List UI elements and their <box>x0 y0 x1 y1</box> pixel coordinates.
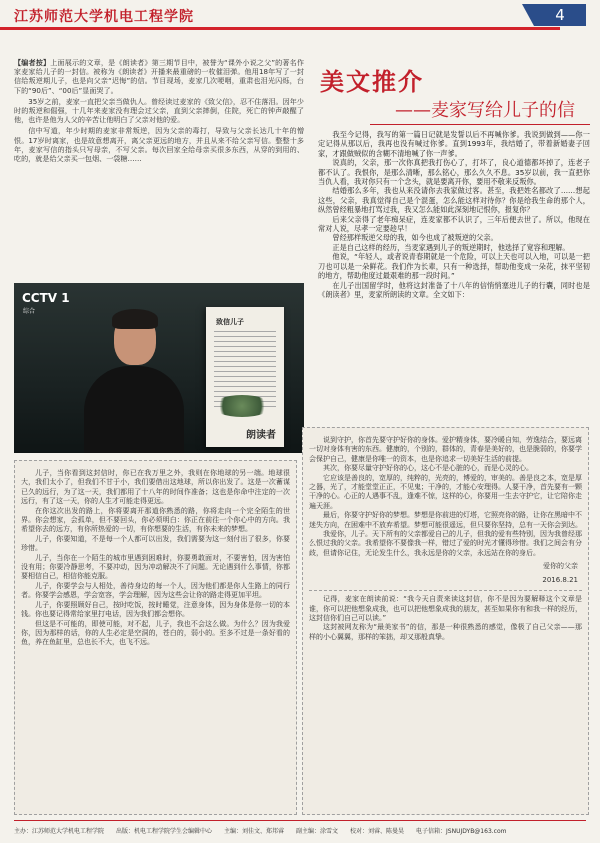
book-page <box>206 307 284 447</box>
note-paragraph: 记得，麦家在朗读前说：“我今天自责来读这封信，你不是因为要解释这个文章是谁，你可以把他想象成我，也可以把他想象成我的朋友，甚至如果你有和我一样的经历，这封信你们自己可以读。” <box>309 595 582 622</box>
letter-paragraph: 我爱你，儿子。天下所有的父亲都爱自己的儿子，但我的爱有些特别，因为我曾经那么恨过我的父亲。我希望你不要像我一样，错过了爱的时光才懂得珍惜。我们之间会有分歧，但请你记住，无论发生什么，我永远是你的父亲，永远站在你的身后。 <box>309 530 582 557</box>
article-body <box>318 130 590 299</box>
note-paragraph: 这封被网友称为“最美家书”的信，那是一种很熟悉的感觉，像极了自己父亲——那样的小心翼翼，那样的笨拙，却又那般真挚。 <box>309 623 582 641</box>
letter-paragraph: 儿子，当你在一个陌生的城市里遇到困难时，你要勇敢面对，不要害怕，因为害怕没有用；你要冷静思考，不要冲动，因为冲动解决不了问题。无论遇到什么事情，你都要相信自己，相信你能克服。 <box>21 553 290 581</box>
book-title: 致信儿子 <box>216 318 244 326</box>
editor-note-p1: 上面展示的文章，是《朗读者》第三期节目中，被誉为“课外小说之父”的著名作家麦家给儿子的一封信。被称为《朗读者》开播来最重磅的一枚催泪弹。他用18年写了一封信给叛逆期儿子，也是向父亲“迟悔”的信。节目现场，麦家几次哽咽，重肃也泪光闪烁，台下的“90后”、“00后”显面哭了。 <box>14 58 304 95</box>
letter-paragraph: 但这是不可能的，即使可能，对不起，儿子，我也不会这么做。为什么？因为我爱你，因为那样的话，你的人生必定是空洞的，苍白的，弱小的。至多不过是一条好看的鱼，养在鱼缸里，总也长不大，也飞不远。 <box>21 619 290 647</box>
tv-still-photo <box>14 283 304 453</box>
letter-signature: 爱你的父亲 <box>543 562 578 571</box>
article-paragraph: 曾经那样叛逆父母的我，如今也成了被叛逆的父亲。 <box>332 233 498 243</box>
letter-paragraph: 儿子，你要知道，不是每一个人都可以出发，我们需要为这一刻付出了很多，你要珍惜。 <box>21 534 290 553</box>
header-rule <box>0 27 560 30</box>
letter-paragraph: 在你这次出发的路上，你将要离开那道你熟悉的路，你将走向一个完全陌生的世界。你会想家，会孤单，但不要回头，你必须明白：你正在前往一个你心中的方向。我希望你去的远方，有你所热爱的一切，有你想要的生活，有你未来的梦想。 <box>21 506 290 534</box>
footer-rule <box>14 820 586 821</box>
article-paragraph: 说真的，父亲，那一次你真把我打伤心了，打坏了，良心道德都坏掉了，连老子都不认了。我恨你，是那么清晰，那么铭心，那么久久不息。35岁以前，我一直把你当仇人看，我对你只有一个念头，就是要离开你，要用不敬来反叛你。 <box>318 158 590 187</box>
letter-paragraph: 儿子，你要学会与人相处，善待身边的每一个人，因为他们都是你人生路上的同行者。你要学会感恩，学会宽容，学会理解，因为这些会让你的路走得更加平坦。 <box>21 581 290 600</box>
cctv-logo: CCTV 1 <box>22 291 70 305</box>
letter-paragraph: 说到守护，你首先要守护好你的身体。爱护精身体，要冷暖自知，劳逸结合，要远离一切对身体有害的东西。健康的，个别的，群体的，青春是美好的，也是脆弱的，你要学会保护自己，健康是你唯一的资本，也是你追求一切美好生活的前提。 <box>309 436 582 463</box>
letter-box-left <box>14 460 297 815</box>
article-subheading: ——麦家写给儿子的信 <box>395 100 575 121</box>
letter-date: 2016.8.21 <box>542 575 578 584</box>
book-brand: 朗读者 <box>246 430 276 441</box>
page-header <box>0 0 600 30</box>
article-heading: 美文推介 <box>320 68 424 96</box>
divider <box>309 590 582 591</box>
speaker-figure <box>84 311 184 453</box>
article-paragraph: 结婚那么多年，我也从来没请你去我家做过客。甚至，我把姓名都改了……想起这些，父亲，我真觉得自己是个混蛋，怎么能这样对待你？你是给我生命的那个人，纵然曾经粗暴地打骂过我，我又怎么能如此深刻地记恨你，报复你？ <box>318 186 590 215</box>
school-title: 江苏师范大学机电工程学院 <box>14 9 194 25</box>
footer-credits: 主办：江苏师范大学机电工程学院 出版：机电工程学院学生会编辑中心 主编：刘佳文、郑邦睿 副主编：涂雪文 校对：刘睿、陈曼昊 电子信箱：JSNUJDYB@163.com <box>14 828 507 835</box>
letter-paragraph: 其次，你要尽量守护好你的心，这心不是心脏的心，而是心灵的心。 <box>323 464 533 473</box>
editor-note-p3: 信中写道，年少时期的麦家非常叛逆，因为父亲的毒打，导致与父亲长达几十年的憎恨。17岁时离家，也是故意想离开，离父亲更远的地方，并且从来不给父亲写信。整整十多年，麦家写信的指头只写母亲，不写父亲。每次回家全给母亲买很多东西，从穿的到用的、吃的，就是给父亲买一包烟、一袋糖…… <box>14 126 304 164</box>
editor-note-tag: 【编者按】 <box>14 58 51 67</box>
page-footer <box>0 820 600 843</box>
cctv-sub: 综合 <box>23 308 36 315</box>
letter-paragraph: 儿子，你要照顾好自己，按时吃饭，按时睡觉，注意身体，因为身体是你一切的本钱。你也要记得常给家里打电话，因为我们都会想你。 <box>21 600 290 619</box>
letter-paragraph: 它应该是善良的，宽厚的，纯粹的，光亮的，博爱的，审美的。善是良之本，宽是厚之器，光了，才能堂堂正正，不见鬼；干净的，才能心安理得。人要干净，首先要有一颗干净的心。心正的人遇事不乱，逢难不惊，这样的心，你要用一生去守护它，让它陪你走遍天涯。 <box>309 473 582 510</box>
editor-note <box>14 58 304 268</box>
article-paragraph: 在儿子出国留学时，他将这封准备了十八年的信悄悄塞进儿子的行囊，同时也是《朗读者》里，麦家所朗读的文章。全文如下： <box>318 280 590 299</box>
editor-note-p2: 35岁之前，麦家一直把父亲当做仇人。曾经读过麦家的《致父信》，忍不住落泪。因年少时的叛逆和倔强，十几年来麦家没有理会过父亲，直到父亲摔倒，住院，死亡的钟声敲醒了他，也许是他为人父的辛苦让他明白了父亲对他的爱。 <box>14 96 304 125</box>
letter-box-right <box>302 427 589 815</box>
letter-paragraph: 最后，你要守护好你的梦想。梦想是你前进的灯塔，它照亮你的路，让你在黑暗中不迷失方向，在困难中不放弃希望。梦想可能很遥远，但只要你坚持，总有一天你会到达。 <box>309 511 582 529</box>
page-number: 4 <box>534 4 586 26</box>
article-paragraph: 我至今记得，我写的第一篇日记就是发誓以后不再喊你爹。我说到做到——你一定记得从那以后，我再也没有喊过你爹。直到1993年，我结婚了，带着新婚妻子回家，才跟做贼似的含糊不清地喊了你一声爹。 <box>318 130 590 158</box>
heading-rule <box>370 124 590 125</box>
letter-paragraph: 儿子，当你看到这封信时，你已在我万里之外，我则在你地球的另一端。地球很大，我们太小了，但我们不甘于小，我们要借出这地球，所以你出发了。这是一次蓄谋已久的远行，为了这一天，我们都用了十八年的时间作准备；这也是你命中注定的一次远行，有了这一天，你的人生才可能走得更远。 <box>21 469 290 506</box>
article-paragraph: 正是自己这样的经历，当麦家遇到儿子的叛逆期时，他选择了宽容和理解。 <box>332 242 570 252</box>
article-paragraph: 他说，“年轻人，或者说青春期就是一个危险，可以上天也可以入地，可以是一把刀也可以是一朵鲜花。我们作为长辈，只有一种选择，帮助他变成一朵花，抹平坚韧的地方，帮助他度过最艰难的那一段时间。” <box>318 252 590 281</box>
article-paragraph: 后来父亲得了老年痴呆症，连麦家都不认识了，三年后便去世了。所以，他现在常对人说，尽孝一定要趁早！ <box>318 214 590 234</box>
